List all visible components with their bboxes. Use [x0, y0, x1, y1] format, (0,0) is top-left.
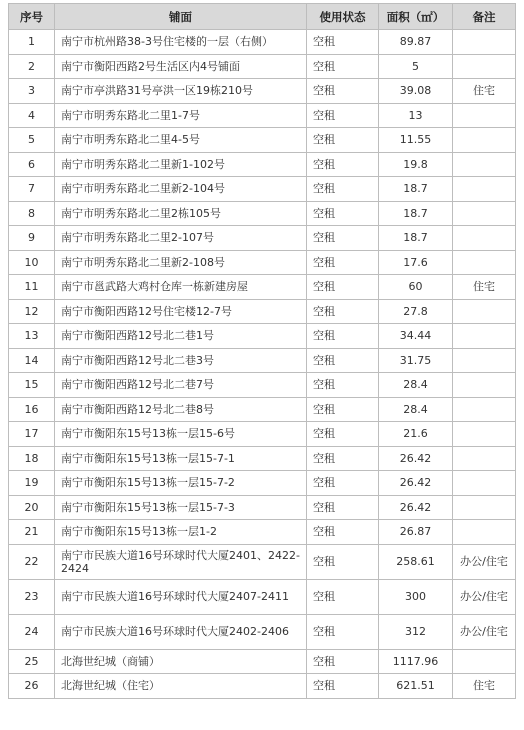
table-row: [9, 226, 516, 251]
cell-status: 空租: [307, 299, 379, 324]
header-row: [9, 4, 516, 30]
cell-index: 23: [9, 579, 55, 614]
cell-property: 南宁市明秀东路北二里2-107号: [55, 226, 307, 251]
cell-area: 13: [379, 103, 453, 128]
table-row: [9, 324, 516, 349]
cell-property: 南宁市衡阳西路2号生活区内4号铺面: [55, 54, 307, 79]
cell-index: 14: [9, 348, 55, 373]
cell-status: 空租: [307, 397, 379, 422]
cell-area: 28.4: [379, 397, 453, 422]
cell-status: 空租: [307, 520, 379, 545]
cell-property: 南宁市明秀东路北二里4-5号: [55, 128, 307, 153]
table-row: [9, 446, 516, 471]
cell-status: 空租: [307, 495, 379, 520]
cell-area: 11.55: [379, 128, 453, 153]
table-row: [9, 348, 516, 373]
cell-area: 18.7: [379, 201, 453, 226]
table-row: [9, 30, 516, 55]
header-index: 序号: [9, 4, 55, 30]
cell-area: 39.08: [379, 79, 453, 104]
cell-index: 16: [9, 397, 55, 422]
cell-area: 300: [379, 579, 453, 614]
cell-index: 19: [9, 471, 55, 496]
cell-property: 南宁市衡阳西路12号住宅楼12-7号: [55, 299, 307, 324]
cell-note: [453, 54, 516, 79]
cell-note: [453, 373, 516, 398]
header-note: 备注: [453, 4, 516, 30]
cell-area: 19.8: [379, 152, 453, 177]
cell-status: 空租: [307, 446, 379, 471]
cell-property: 北海世纪城（商铺）: [55, 649, 307, 674]
cell-area: 21.6: [379, 422, 453, 447]
table-row: [9, 373, 516, 398]
cell-status: 空租: [307, 128, 379, 153]
cell-note: [453, 348, 516, 373]
cell-index: 17: [9, 422, 55, 447]
table-row: [9, 471, 516, 496]
cell-property: 南宁市民族大道16号环球时代大厦2401、2422-2424: [55, 544, 307, 579]
cell-property: 北海世纪城（住宅）: [55, 674, 307, 699]
cell-property: 南宁市衡阳东15号13栋一层15-7-1: [55, 446, 307, 471]
cell-index: 8: [9, 201, 55, 226]
cell-area: 1117.96: [379, 649, 453, 674]
cell-area: 26.42: [379, 495, 453, 520]
header-status: 使用状态: [307, 4, 379, 30]
cell-status: 空租: [307, 348, 379, 373]
cell-index: 1: [9, 30, 55, 55]
table-row: [9, 579, 516, 614]
cell-property: 南宁市明秀东路北二里1-7号: [55, 103, 307, 128]
table-row: [9, 495, 516, 520]
cell-status: 空租: [307, 79, 379, 104]
table-row: [9, 250, 516, 275]
cell-status: 空租: [307, 103, 379, 128]
header-area: 面积（㎡）: [379, 4, 453, 30]
cell-property: 南宁市衡阳东15号13栋一层15-7-3: [55, 495, 307, 520]
cell-note: 办公/住宅: [453, 544, 516, 579]
table-row: [9, 674, 516, 699]
cell-status: 空租: [307, 201, 379, 226]
cell-status: 空租: [307, 275, 379, 300]
cell-property: 南宁市明秀东路北二里新2-104号: [55, 177, 307, 202]
table-row: [9, 422, 516, 447]
cell-index: 18: [9, 446, 55, 471]
cell-property: 南宁市邕武路大鸡村仓库一栋新建房屋: [55, 275, 307, 300]
header-property: 铺面: [55, 4, 307, 30]
cell-property: 南宁市衡阳东15号13栋一层15-7-2: [55, 471, 307, 496]
cell-note: [453, 152, 516, 177]
cell-note: [453, 201, 516, 226]
cell-index: 24: [9, 614, 55, 649]
cell-index: 12: [9, 299, 55, 324]
cell-note: [453, 495, 516, 520]
cell-area: 34.44: [379, 324, 453, 349]
cell-note: [453, 520, 516, 545]
cell-area: 28.4: [379, 373, 453, 398]
cell-property: 南宁市亭洪路31号亭洪一区19栋210号: [55, 79, 307, 104]
cell-note: [453, 250, 516, 275]
cell-note: [453, 324, 516, 349]
cell-note: [453, 446, 516, 471]
cell-index: 25: [9, 649, 55, 674]
cell-property: 南宁市衡阳东15号13栋一层1-2: [55, 520, 307, 545]
cell-note: [453, 397, 516, 422]
table-body: [9, 30, 516, 699]
cell-index: 10: [9, 250, 55, 275]
table-row: [9, 201, 516, 226]
cell-property: 南宁市衡阳西路12号北二巷8号: [55, 397, 307, 422]
cell-status: 空租: [307, 54, 379, 79]
cell-status: 空租: [307, 422, 379, 447]
cell-note: [453, 177, 516, 202]
cell-note: 办公/住宅: [453, 579, 516, 614]
table-row: [9, 128, 516, 153]
table-row: [9, 103, 516, 128]
table-row: [9, 177, 516, 202]
cell-index: 21: [9, 520, 55, 545]
table-row: [9, 152, 516, 177]
cell-property: 南宁市民族大道16号环球时代大厦2407-2411: [55, 579, 307, 614]
cell-area: 258.61: [379, 544, 453, 579]
cell-property: 南宁市衡阳东15号13栋一层15-6号: [55, 422, 307, 447]
cell-status: 空租: [307, 152, 379, 177]
cell-area: 18.7: [379, 177, 453, 202]
cell-status: 空租: [307, 649, 379, 674]
cell-status: 空租: [307, 324, 379, 349]
cell-note: 住宅: [453, 79, 516, 104]
cell-area: 312: [379, 614, 453, 649]
cell-note: 住宅: [453, 674, 516, 699]
cell-status: 空租: [307, 373, 379, 398]
cell-status: 空租: [307, 177, 379, 202]
table-row: [9, 397, 516, 422]
cell-note: [453, 471, 516, 496]
cell-area: 89.87: [379, 30, 453, 55]
cell-index: 20: [9, 495, 55, 520]
cell-note: [453, 30, 516, 55]
cell-index: 22: [9, 544, 55, 579]
cell-property: 南宁市衡阳西路12号北二巷7号: [55, 373, 307, 398]
table-row: [9, 275, 516, 300]
cell-property: 南宁市衡阳西路12号北二巷3号: [55, 348, 307, 373]
cell-area: 5: [379, 54, 453, 79]
cell-property: 南宁市民族大道16号环球时代大厦2402-2406: [55, 614, 307, 649]
cell-index: 2: [9, 54, 55, 79]
cell-index: 13: [9, 324, 55, 349]
cell-property: 南宁市杭州路38-3号住宅楼的一层（右侧）: [55, 30, 307, 55]
table-row: [9, 299, 516, 324]
cell-index: 6: [9, 152, 55, 177]
cell-status: 空租: [307, 226, 379, 251]
table-row: [9, 520, 516, 545]
cell-index: 11: [9, 275, 55, 300]
cell-status: 空租: [307, 674, 379, 699]
table-row: [9, 54, 516, 79]
table-row: [9, 79, 516, 104]
cell-status: 空租: [307, 250, 379, 275]
cell-index: 7: [9, 177, 55, 202]
cell-status: 空租: [307, 30, 379, 55]
cell-note: [453, 422, 516, 447]
cell-note: [453, 299, 516, 324]
cell-index: 4: [9, 103, 55, 128]
cell-area: 621.51: [379, 674, 453, 699]
cell-area: 27.8: [379, 299, 453, 324]
cell-status: 空租: [307, 614, 379, 649]
cell-index: 26: [9, 674, 55, 699]
cell-note: [453, 103, 516, 128]
cell-area: 26.42: [379, 471, 453, 496]
cell-area: 17.6: [379, 250, 453, 275]
cell-status: 空租: [307, 471, 379, 496]
table-row: [9, 614, 516, 649]
cell-note: [453, 128, 516, 153]
cell-index: 9: [9, 226, 55, 251]
cell-area: 60: [379, 275, 453, 300]
cell-note: 办公/住宅: [453, 614, 516, 649]
cell-index: 3: [9, 79, 55, 104]
cell-property: 南宁市衡阳西路12号北二巷1号: [55, 324, 307, 349]
table-row: [9, 544, 516, 579]
cell-property: 南宁市明秀东路北二里2栋105号: [55, 201, 307, 226]
property-table: [8, 3, 516, 699]
cell-property: 南宁市明秀东路北二里新2-108号: [55, 250, 307, 275]
cell-index: 15: [9, 373, 55, 398]
cell-area: 26.87: [379, 520, 453, 545]
cell-status: 空租: [307, 579, 379, 614]
cell-area: 18.7: [379, 226, 453, 251]
table-row: [9, 649, 516, 674]
cell-note: 住宅: [453, 275, 516, 300]
cell-index: 5: [9, 128, 55, 153]
cell-status: 空租: [307, 544, 379, 579]
cell-area: 26.42: [379, 446, 453, 471]
cell-note: [453, 226, 516, 251]
cell-note: [453, 649, 516, 674]
cell-area: 31.75: [379, 348, 453, 373]
cell-property: 南宁市明秀东路北二里新1-102号: [55, 152, 307, 177]
